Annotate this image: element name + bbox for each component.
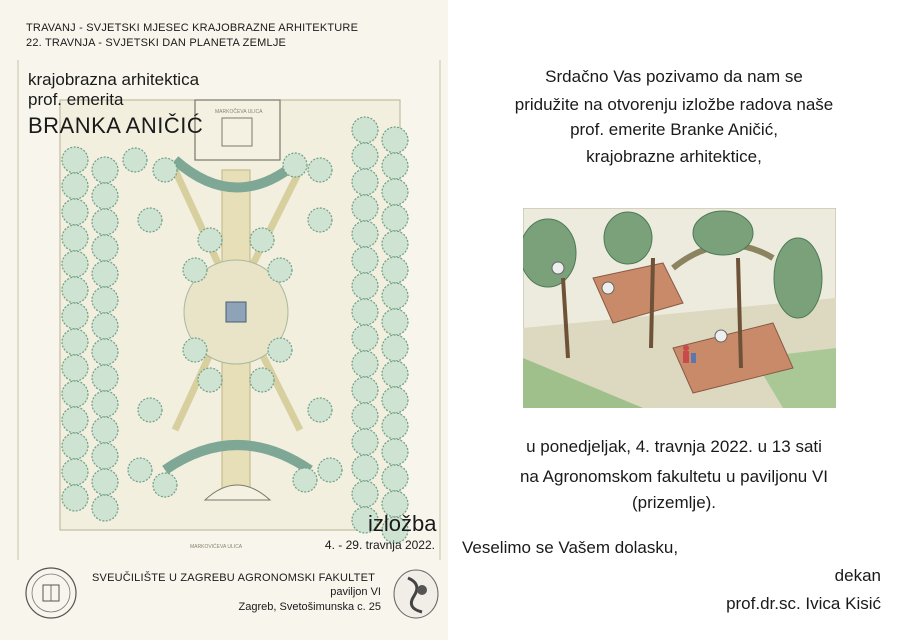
tree-canopy — [92, 287, 118, 313]
tree-canopy — [138, 208, 162, 232]
tree-canopy — [250, 228, 274, 252]
pavilion-label: paviljon VI — [330, 586, 381, 598]
tree-canopy — [268, 258, 292, 282]
university-seal-icon — [24, 566, 78, 620]
exhibition-label: izložba — [368, 511, 437, 536]
tree-canopy — [352, 195, 378, 221]
tree-canopy — [92, 417, 118, 443]
tree-canopy — [352, 299, 378, 325]
tree-canopy — [382, 231, 408, 257]
tree-canopy — [138, 398, 162, 422]
tree-canopy — [382, 127, 408, 153]
tree-canopy — [62, 277, 88, 303]
tree-canopy — [382, 361, 408, 387]
tree-canopy — [198, 228, 222, 252]
tree-canopy — [128, 458, 152, 482]
exhibition-poster — [0, 0, 448, 640]
tree-canopy — [352, 221, 378, 247]
tree-canopy — [382, 257, 408, 283]
tree-canopy — [283, 153, 307, 177]
tree-canopy — [62, 199, 88, 225]
tree-canopy — [183, 338, 207, 362]
signer-name: prof.dr.sc. Ivica Kisić — [726, 594, 881, 613]
tree-canopy — [62, 407, 88, 433]
poster-name: BRANKA ANIČIĆ — [28, 113, 204, 138]
tree-canopy — [92, 443, 118, 469]
exhibition-dates: 4. - 29. travnja 2022. — [324, 538, 435, 552]
tree-canopy — [62, 433, 88, 459]
poster-role: krajobrazna arhitektica — [28, 70, 200, 89]
tree-canopy — [92, 339, 118, 365]
tree-canopy — [62, 485, 88, 511]
tree-canopy — [62, 355, 88, 381]
tree-canopy — [62, 459, 88, 485]
tree-canopy — [62, 381, 88, 407]
signer-role: dekan — [834, 566, 881, 585]
tree-canopy — [92, 261, 118, 287]
tree-canopy — [62, 147, 88, 173]
poster-header-line2: 22. TRAVNJA - SVJETSKI DAN PLANETA ZEMLJE — [26, 37, 287, 49]
tree-canopy — [92, 157, 118, 183]
invitation-line2: pridužite na otvorenju izložbe radova naše — [514, 95, 834, 114]
tree-canopy — [62, 303, 88, 329]
tree-canopy — [382, 179, 408, 205]
invitation-line4: krajobrazne arhitektice, — [586, 147, 762, 166]
tree-canopy — [308, 208, 332, 232]
poster-title: prof. emerita — [28, 90, 124, 109]
tree-canopy — [352, 169, 378, 195]
invitation-line6: na Agronomskom fakultetu u paviljonu VI — [519, 467, 829, 486]
tree-canopy — [352, 325, 378, 351]
invitation-line5: u ponedjeljak, 4. travnja 2022. u 13 sati — [526, 437, 822, 456]
invitation-line1: Srdačno Vas pozivamo da nam se — [545, 67, 803, 86]
tree-canopy — [382, 439, 408, 465]
university-name: SVEUČILIŠTE U ZAGREBU AGRONOMSKI FAKULTET — [92, 572, 376, 584]
tree-canopy — [92, 391, 118, 417]
invitation-panel — [448, 0, 900, 640]
tree-canopy — [62, 173, 88, 199]
tree-canopy — [352, 481, 378, 507]
tree-canopy — [92, 209, 118, 235]
tree-canopy — [198, 368, 222, 392]
tree-canopy — [308, 158, 332, 182]
tree-canopy — [250, 368, 274, 392]
invitation-line7: (prizemlje). — [631, 493, 717, 512]
invitation-line3: prof. emerite Branke Aničić, — [570, 120, 778, 139]
tree-canopy — [153, 473, 177, 497]
tree-canopy — [382, 413, 408, 439]
tree-canopy — [352, 273, 378, 299]
address-label: Zagreb, Svetošimunska c. 25 — [238, 601, 381, 613]
tree-canopy — [352, 403, 378, 429]
tree-canopy — [62, 225, 88, 251]
tree-canopy — [293, 468, 317, 492]
tree-canopy — [352, 377, 378, 403]
tree-canopy — [352, 455, 378, 481]
tree-canopy — [62, 329, 88, 355]
tree-canopy — [92, 495, 118, 521]
greeting-text: Veselimo se Vašem dolasku, — [462, 538, 679, 557]
tree-canopy — [183, 258, 207, 282]
tree-canopy — [92, 313, 118, 339]
tree-canopy — [352, 143, 378, 169]
tree-canopy — [92, 235, 118, 261]
tree-canopy — [382, 387, 408, 413]
tree-canopy — [382, 153, 408, 179]
tree-canopy — [123, 148, 147, 172]
tree-canopy — [153, 158, 177, 182]
tree-canopy — [382, 205, 408, 231]
tree-canopy — [92, 469, 118, 495]
tree-canopy — [382, 465, 408, 491]
tree-canopy — [92, 365, 118, 391]
tree-canopy — [352, 247, 378, 273]
tree-canopy — [268, 338, 292, 362]
tree-canopy — [352, 117, 378, 143]
poster-header-line1: TRAVANJ - SVJETSKI MJESEC KRAJOBRAZNE ARHITEKTURE — [26, 22, 359, 34]
tree-canopy — [382, 309, 408, 335]
tree-canopy — [308, 398, 332, 422]
playground-sketch-image — [523, 208, 836, 408]
tree-canopy — [352, 429, 378, 455]
street-label-top: MARKOČEVA ULICA — [215, 109, 263, 115]
faculty-logo-icon — [392, 568, 440, 620]
tree-canopy — [382, 283, 408, 309]
tree-canopy — [318, 458, 342, 482]
tree-canopy — [352, 351, 378, 377]
tree-canopy — [382, 335, 408, 361]
tree-canopy — [92, 183, 118, 209]
street-label-bottom: MARKOVIĆEVA ULICA — [190, 544, 243, 550]
tree-canopy — [62, 251, 88, 277]
